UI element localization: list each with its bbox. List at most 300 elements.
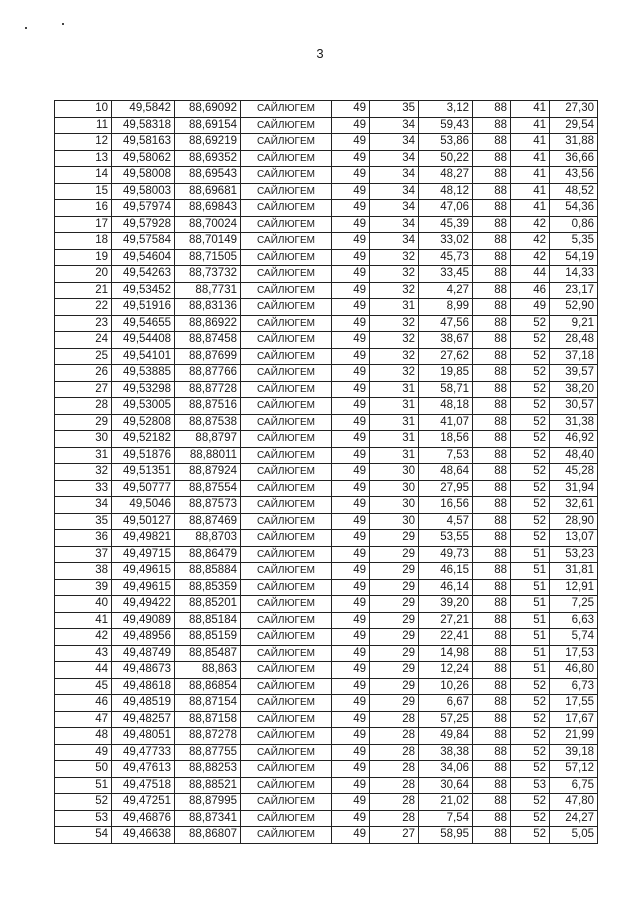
point-number-cell: 31 — [55, 447, 112, 464]
longitude-decimal-cell: 88,87469 — [175, 513, 241, 530]
lat-seconds-cell: 53,86 — [419, 134, 473, 151]
lon-minutes-cell: 52 — [511, 480, 550, 497]
lon-seconds-cell: 39,57 — [550, 365, 598, 382]
lat-minutes-cell: 28 — [370, 728, 419, 745]
lon-degrees-cell: 88 — [473, 348, 511, 365]
lat-seconds-cell: 48,18 — [419, 398, 473, 415]
latitude-decimal-cell: 49,53452 — [112, 282, 175, 299]
lat-minutes-cell: 32 — [370, 315, 419, 332]
lon-seconds-cell: 48,52 — [550, 183, 598, 200]
lon-seconds-cell: 39,18 — [550, 744, 598, 761]
lon-seconds-cell: 43,56 — [550, 167, 598, 184]
lon-minutes-cell: 51 — [511, 546, 550, 563]
point-number-cell: 24 — [55, 332, 112, 349]
longitude-decimal-cell: 88,69092 — [175, 101, 241, 118]
lat-degrees-cell: 49 — [332, 101, 370, 118]
point-number-cell: 15 — [55, 183, 112, 200]
scan-speck — [25, 27, 27, 29]
latitude-decimal-cell: 49,48673 — [112, 662, 175, 679]
lon-degrees-cell: 88 — [473, 513, 511, 530]
place-name-cell: САЙЛЮГЕМ — [241, 101, 332, 118]
lon-minutes-cell: 49 — [511, 299, 550, 316]
place-name-cell: САЙЛЮГЕМ — [241, 414, 332, 431]
longitude-decimal-cell: 88,85184 — [175, 612, 241, 629]
lat-minutes-cell: 34 — [370, 117, 419, 134]
longitude-decimal-cell: 88,87573 — [175, 497, 241, 514]
latitude-decimal-cell: 49,49615 — [112, 579, 175, 596]
point-number-cell: 16 — [55, 200, 112, 217]
longitude-decimal-cell: 88,87158 — [175, 711, 241, 728]
lat-seconds-cell: 33,02 — [419, 233, 473, 250]
point-number-cell: 30 — [55, 431, 112, 448]
lat-seconds-cell: 46,14 — [419, 579, 473, 596]
point-number-cell: 10 — [55, 101, 112, 118]
lon-seconds-cell: 17,55 — [550, 695, 598, 712]
table-row — [55, 546, 598, 563]
place-name-cell: САЙЛЮГЕМ — [241, 827, 332, 844]
lon-degrees-cell: 88 — [473, 761, 511, 778]
scan-speck — [62, 23, 64, 25]
longitude-decimal-cell: 88,8797 — [175, 431, 241, 448]
lat-seconds-cell: 41,07 — [419, 414, 473, 431]
lat-minutes-cell: 29 — [370, 530, 419, 547]
place-name-cell: САЙЛЮГЕМ — [241, 761, 332, 778]
latitude-decimal-cell: 49,51916 — [112, 299, 175, 316]
latitude-decimal-cell: 49,58003 — [112, 183, 175, 200]
lon-seconds-cell: 57,12 — [550, 761, 598, 778]
longitude-decimal-cell: 88,69681 — [175, 183, 241, 200]
lon-seconds-cell: 47,80 — [550, 794, 598, 811]
table-row — [55, 233, 598, 250]
table-row — [55, 827, 598, 844]
lat-seconds-cell: 21,02 — [419, 794, 473, 811]
lon-degrees-cell: 88 — [473, 332, 511, 349]
lat-degrees-cell: 49 — [332, 777, 370, 794]
lat-minutes-cell: 30 — [370, 464, 419, 481]
lat-degrees-cell: 49 — [332, 249, 370, 266]
lon-minutes-cell: 41 — [511, 117, 550, 134]
place-name-cell: САЙЛЮГЕМ — [241, 695, 332, 712]
lat-degrees-cell: 49 — [332, 612, 370, 629]
lon-minutes-cell: 53 — [511, 777, 550, 794]
place-name-cell: САЙЛЮГЕМ — [241, 398, 332, 415]
place-name-cell: САЙЛЮГЕМ — [241, 464, 332, 481]
lat-seconds-cell: 57,25 — [419, 711, 473, 728]
point-number-cell: 41 — [55, 612, 112, 629]
longitude-decimal-cell: 88,86807 — [175, 827, 241, 844]
longitude-decimal-cell: 88,87278 — [175, 728, 241, 745]
place-name-cell: САЙЛЮГЕМ — [241, 546, 332, 563]
lon-seconds-cell: 31,94 — [550, 480, 598, 497]
lat-degrees-cell: 49 — [332, 678, 370, 695]
lat-seconds-cell: 3,12 — [419, 101, 473, 118]
lon-seconds-cell: 45,28 — [550, 464, 598, 481]
place-name-cell: САЙЛЮГЕМ — [241, 200, 332, 217]
latitude-decimal-cell: 49,57584 — [112, 233, 175, 250]
table-row — [55, 447, 598, 464]
lat-minutes-cell: 27 — [370, 827, 419, 844]
lon-seconds-cell: 27,30 — [550, 101, 598, 118]
lon-degrees-cell: 88 — [473, 233, 511, 250]
longitude-decimal-cell: 88,88253 — [175, 761, 241, 778]
place-name-cell: САЙЛЮГЕМ — [241, 579, 332, 596]
lon-degrees-cell: 88 — [473, 200, 511, 217]
lat-seconds-cell: 33,45 — [419, 266, 473, 283]
lon-degrees-cell: 88 — [473, 299, 511, 316]
lon-seconds-cell: 7,25 — [550, 596, 598, 613]
lat-degrees-cell: 49 — [332, 414, 370, 431]
lon-seconds-cell: 29,54 — [550, 117, 598, 134]
place-name-cell: САЙЛЮГЕМ — [241, 167, 332, 184]
lon-minutes-cell: 42 — [511, 249, 550, 266]
longitude-decimal-cell: 88,71505 — [175, 249, 241, 266]
lat-seconds-cell: 38,38 — [419, 744, 473, 761]
lon-minutes-cell: 52 — [511, 711, 550, 728]
lon-degrees-cell: 88 — [473, 150, 511, 167]
latitude-decimal-cell: 49,48257 — [112, 711, 175, 728]
table-row — [55, 332, 598, 349]
point-number-cell: 43 — [55, 645, 112, 662]
lat-seconds-cell: 47,56 — [419, 315, 473, 332]
place-name-cell: САЙЛЮГЕМ — [241, 134, 332, 151]
place-name-cell: САЙЛЮГЕМ — [241, 530, 332, 547]
lat-degrees-cell: 49 — [332, 134, 370, 151]
lat-minutes-cell: 31 — [370, 381, 419, 398]
table-row — [55, 662, 598, 679]
table-row — [55, 398, 598, 415]
place-name-cell: САЙЛЮГЕМ — [241, 332, 332, 349]
place-name-cell: САЙЛЮГЕМ — [241, 744, 332, 761]
longitude-decimal-cell: 88,85359 — [175, 579, 241, 596]
lon-minutes-cell: 52 — [511, 695, 550, 712]
table-row — [55, 365, 598, 382]
lat-minutes-cell: 29 — [370, 596, 419, 613]
latitude-decimal-cell: 49,47518 — [112, 777, 175, 794]
lon-seconds-cell: 37,18 — [550, 348, 598, 365]
lat-degrees-cell: 49 — [332, 546, 370, 563]
point-number-cell: 19 — [55, 249, 112, 266]
place-name-cell: САЙЛЮГЕМ — [241, 233, 332, 250]
lon-seconds-cell: 31,88 — [550, 134, 598, 151]
lon-degrees-cell: 88 — [473, 183, 511, 200]
lon-minutes-cell: 41 — [511, 134, 550, 151]
lon-seconds-cell: 23,17 — [550, 282, 598, 299]
place-name-cell: САЙЛЮГЕМ — [241, 629, 332, 646]
lon-seconds-cell: 5,74 — [550, 629, 598, 646]
lon-minutes-cell: 52 — [511, 398, 550, 415]
place-name-cell: САЙЛЮГЕМ — [241, 150, 332, 167]
point-number-cell: 44 — [55, 662, 112, 679]
lon-minutes-cell: 41 — [511, 183, 550, 200]
lon-degrees-cell: 88 — [473, 101, 511, 118]
lon-degrees-cell: 88 — [473, 381, 511, 398]
lon-degrees-cell: 88 — [473, 546, 511, 563]
point-number-cell: 14 — [55, 167, 112, 184]
lat-degrees-cell: 49 — [332, 365, 370, 382]
lat-seconds-cell: 27,95 — [419, 480, 473, 497]
point-number-cell: 12 — [55, 134, 112, 151]
lat-degrees-cell: 49 — [332, 629, 370, 646]
lon-minutes-cell: 42 — [511, 216, 550, 233]
lat-minutes-cell: 30 — [370, 497, 419, 514]
lon-seconds-cell: 46,92 — [550, 431, 598, 448]
longitude-decimal-cell: 88,88521 — [175, 777, 241, 794]
lat-degrees-cell: 49 — [332, 117, 370, 134]
lon-seconds-cell: 28,48 — [550, 332, 598, 349]
lat-degrees-cell: 49 — [332, 761, 370, 778]
lat-seconds-cell: 18,56 — [419, 431, 473, 448]
lat-minutes-cell: 30 — [370, 513, 419, 530]
point-number-cell: 21 — [55, 282, 112, 299]
place-name-cell: САЙЛЮГЕМ — [241, 645, 332, 662]
lat-seconds-cell: 39,20 — [419, 596, 473, 613]
lat-degrees-cell: 49 — [332, 662, 370, 679]
lat-degrees-cell: 49 — [332, 299, 370, 316]
lon-minutes-cell: 52 — [511, 315, 550, 332]
point-number-cell: 25 — [55, 348, 112, 365]
lat-degrees-cell: 49 — [332, 233, 370, 250]
latitude-decimal-cell: 49,46638 — [112, 827, 175, 844]
lat-degrees-cell: 49 — [332, 744, 370, 761]
longitude-decimal-cell: 88,85487 — [175, 645, 241, 662]
lat-minutes-cell: 29 — [370, 546, 419, 563]
lat-seconds-cell: 19,85 — [419, 365, 473, 382]
table-row — [55, 579, 598, 596]
lon-degrees-cell: 88 — [473, 596, 511, 613]
longitude-decimal-cell: 88,7731 — [175, 282, 241, 299]
lon-seconds-cell: 38,20 — [550, 381, 598, 398]
longitude-decimal-cell: 88,83136 — [175, 299, 241, 316]
latitude-decimal-cell: 49,48749 — [112, 645, 175, 662]
latitude-decimal-cell: 49,50777 — [112, 480, 175, 497]
lon-degrees-cell: 88 — [473, 695, 511, 712]
point-number-cell: 39 — [55, 579, 112, 596]
lon-degrees-cell: 88 — [473, 612, 511, 629]
lon-minutes-cell: 52 — [511, 728, 550, 745]
longitude-decimal-cell: 88,87554 — [175, 480, 241, 497]
latitude-decimal-cell: 49,58318 — [112, 117, 175, 134]
point-number-cell: 28 — [55, 398, 112, 415]
latitude-decimal-cell: 49,51876 — [112, 447, 175, 464]
table-row — [55, 810, 598, 827]
place-name-cell: САЙЛЮГЕМ — [241, 497, 332, 514]
table-row — [55, 777, 598, 794]
point-number-cell: 11 — [55, 117, 112, 134]
lon-seconds-cell: 21,99 — [550, 728, 598, 745]
lon-seconds-cell: 46,80 — [550, 662, 598, 679]
lat-minutes-cell: 31 — [370, 414, 419, 431]
longitude-decimal-cell: 88,86854 — [175, 678, 241, 695]
longitude-decimal-cell: 88,87341 — [175, 810, 241, 827]
lon-degrees-cell: 88 — [473, 282, 511, 299]
lon-degrees-cell: 88 — [473, 563, 511, 580]
place-name-cell: САЙЛЮГЕМ — [241, 249, 332, 266]
table-row — [55, 167, 598, 184]
place-name-cell: САЙЛЮГЕМ — [241, 678, 332, 695]
place-name-cell: САЙЛЮГЕМ — [241, 711, 332, 728]
lon-minutes-cell: 51 — [511, 563, 550, 580]
lon-seconds-cell: 53,23 — [550, 546, 598, 563]
point-number-cell: 22 — [55, 299, 112, 316]
lon-degrees-cell: 88 — [473, 398, 511, 415]
lat-seconds-cell: 4,57 — [419, 513, 473, 530]
lat-degrees-cell: 49 — [332, 530, 370, 547]
lat-degrees-cell: 49 — [332, 645, 370, 662]
longitude-decimal-cell: 88,87766 — [175, 365, 241, 382]
longitude-decimal-cell: 88,863 — [175, 662, 241, 679]
lon-minutes-cell: 52 — [511, 348, 550, 365]
latitude-decimal-cell: 49,48956 — [112, 629, 175, 646]
latitude-decimal-cell: 49,54604 — [112, 249, 175, 266]
lat-degrees-cell: 49 — [332, 381, 370, 398]
lat-degrees-cell: 49 — [332, 183, 370, 200]
lon-seconds-cell: 5,05 — [550, 827, 598, 844]
place-name-cell: САЙЛЮГЕМ — [241, 563, 332, 580]
lat-seconds-cell: 27,62 — [419, 348, 473, 365]
point-number-cell: 37 — [55, 546, 112, 563]
lon-degrees-cell: 88 — [473, 464, 511, 481]
lat-seconds-cell: 50,22 — [419, 150, 473, 167]
latitude-decimal-cell: 49,54101 — [112, 348, 175, 365]
lat-minutes-cell: 28 — [370, 777, 419, 794]
lat-seconds-cell: 48,27 — [419, 167, 473, 184]
lat-minutes-cell: 28 — [370, 711, 419, 728]
table-row — [55, 150, 598, 167]
latitude-decimal-cell: 49,49422 — [112, 596, 175, 613]
lat-seconds-cell: 10,26 — [419, 678, 473, 695]
table-row — [55, 431, 598, 448]
lat-minutes-cell: 32 — [370, 282, 419, 299]
lat-seconds-cell: 58,71 — [419, 381, 473, 398]
place-name-cell: САЙЛЮГЕМ — [241, 612, 332, 629]
lon-seconds-cell: 48,40 — [550, 447, 598, 464]
lon-minutes-cell: 51 — [511, 629, 550, 646]
latitude-decimal-cell: 49,47613 — [112, 761, 175, 778]
longitude-decimal-cell: 88,87995 — [175, 794, 241, 811]
latitude-decimal-cell: 49,48519 — [112, 695, 175, 712]
latitude-decimal-cell: 49,54263 — [112, 266, 175, 283]
longitude-decimal-cell: 88,88011 — [175, 447, 241, 464]
lon-minutes-cell: 52 — [511, 794, 550, 811]
lat-degrees-cell: 49 — [332, 579, 370, 596]
longitude-decimal-cell: 88,73732 — [175, 266, 241, 283]
lon-degrees-cell: 88 — [473, 777, 511, 794]
lon-minutes-cell: 52 — [511, 365, 550, 382]
point-number-cell: 38 — [55, 563, 112, 580]
lon-minutes-cell: 52 — [511, 513, 550, 530]
place-name-cell: САЙЛЮГЕМ — [241, 447, 332, 464]
place-name-cell: САЙЛЮГЕМ — [241, 810, 332, 827]
place-name-cell: САЙЛЮГЕМ — [241, 662, 332, 679]
latitude-decimal-cell: 49,48051 — [112, 728, 175, 745]
place-name-cell: САЙЛЮГЕМ — [241, 728, 332, 745]
longitude-decimal-cell: 88,85884 — [175, 563, 241, 580]
latitude-decimal-cell: 49,47251 — [112, 794, 175, 811]
lon-degrees-cell: 88 — [473, 728, 511, 745]
point-number-cell: 48 — [55, 728, 112, 745]
lon-degrees-cell: 88 — [473, 117, 511, 134]
lat-minutes-cell: 29 — [370, 695, 419, 712]
lon-minutes-cell: 51 — [511, 579, 550, 596]
lon-minutes-cell: 52 — [511, 431, 550, 448]
table-row — [55, 645, 598, 662]
point-number-cell: 23 — [55, 315, 112, 332]
lon-seconds-cell: 54,36 — [550, 200, 598, 217]
lat-degrees-cell: 49 — [332, 200, 370, 217]
lat-minutes-cell: 29 — [370, 678, 419, 695]
point-number-cell: 47 — [55, 711, 112, 728]
lon-minutes-cell: 52 — [511, 744, 550, 761]
lon-minutes-cell: 46 — [511, 282, 550, 299]
lon-seconds-cell: 28,90 — [550, 513, 598, 530]
point-number-cell: 17 — [55, 216, 112, 233]
table-row — [55, 299, 598, 316]
lon-seconds-cell: 36,66 — [550, 150, 598, 167]
longitude-decimal-cell: 88,69352 — [175, 150, 241, 167]
lat-seconds-cell: 22,41 — [419, 629, 473, 646]
table-row — [55, 200, 598, 217]
lon-minutes-cell: 41 — [511, 200, 550, 217]
table-row — [55, 563, 598, 580]
place-name-cell: САЙЛЮГЕМ — [241, 596, 332, 613]
lon-seconds-cell: 13,07 — [550, 530, 598, 547]
lon-minutes-cell: 52 — [511, 810, 550, 827]
lat-degrees-cell: 49 — [332, 464, 370, 481]
lat-degrees-cell: 49 — [332, 563, 370, 580]
place-name-cell: САЙЛЮГЕМ — [241, 480, 332, 497]
longitude-decimal-cell: 88,87154 — [175, 695, 241, 712]
lon-minutes-cell: 52 — [511, 678, 550, 695]
lon-minutes-cell: 42 — [511, 233, 550, 250]
place-name-cell: САЙЛЮГЕМ — [241, 348, 332, 365]
point-number-cell: 46 — [55, 695, 112, 712]
latitude-decimal-cell: 49,49089 — [112, 612, 175, 629]
place-name-cell: САЙЛЮГЕМ — [241, 266, 332, 283]
lat-minutes-cell: 31 — [370, 447, 419, 464]
lat-minutes-cell: 31 — [370, 431, 419, 448]
lon-seconds-cell: 24,27 — [550, 810, 598, 827]
table-row — [55, 678, 598, 695]
place-name-cell: САЙЛЮГЕМ — [241, 381, 332, 398]
point-number-cell: 36 — [55, 530, 112, 547]
lat-degrees-cell: 49 — [332, 596, 370, 613]
lon-degrees-cell: 88 — [473, 810, 511, 827]
lat-minutes-cell: 29 — [370, 662, 419, 679]
table-row — [55, 249, 598, 266]
coordinates-table — [54, 100, 598, 844]
lon-seconds-cell: 54,19 — [550, 249, 598, 266]
longitude-decimal-cell: 88,8703 — [175, 530, 241, 547]
lat-degrees-cell: 49 — [332, 315, 370, 332]
lon-seconds-cell: 6,75 — [550, 777, 598, 794]
lon-degrees-cell: 88 — [473, 827, 511, 844]
longitude-decimal-cell: 88,69843 — [175, 200, 241, 217]
lat-seconds-cell: 30,64 — [419, 777, 473, 794]
lat-seconds-cell: 45,39 — [419, 216, 473, 233]
lat-degrees-cell: 49 — [332, 447, 370, 464]
point-number-cell: 26 — [55, 365, 112, 382]
lon-degrees-cell: 88 — [473, 711, 511, 728]
place-name-cell: САЙЛЮГЕМ — [241, 315, 332, 332]
longitude-decimal-cell: 88,69154 — [175, 117, 241, 134]
latitude-decimal-cell: 49,51351 — [112, 464, 175, 481]
point-number-cell: 13 — [55, 150, 112, 167]
table-row — [55, 101, 598, 118]
latitude-decimal-cell: 49,57974 — [112, 200, 175, 217]
lon-seconds-cell: 14,33 — [550, 266, 598, 283]
lon-minutes-cell: 52 — [511, 497, 550, 514]
latitude-decimal-cell: 49,53298 — [112, 381, 175, 398]
